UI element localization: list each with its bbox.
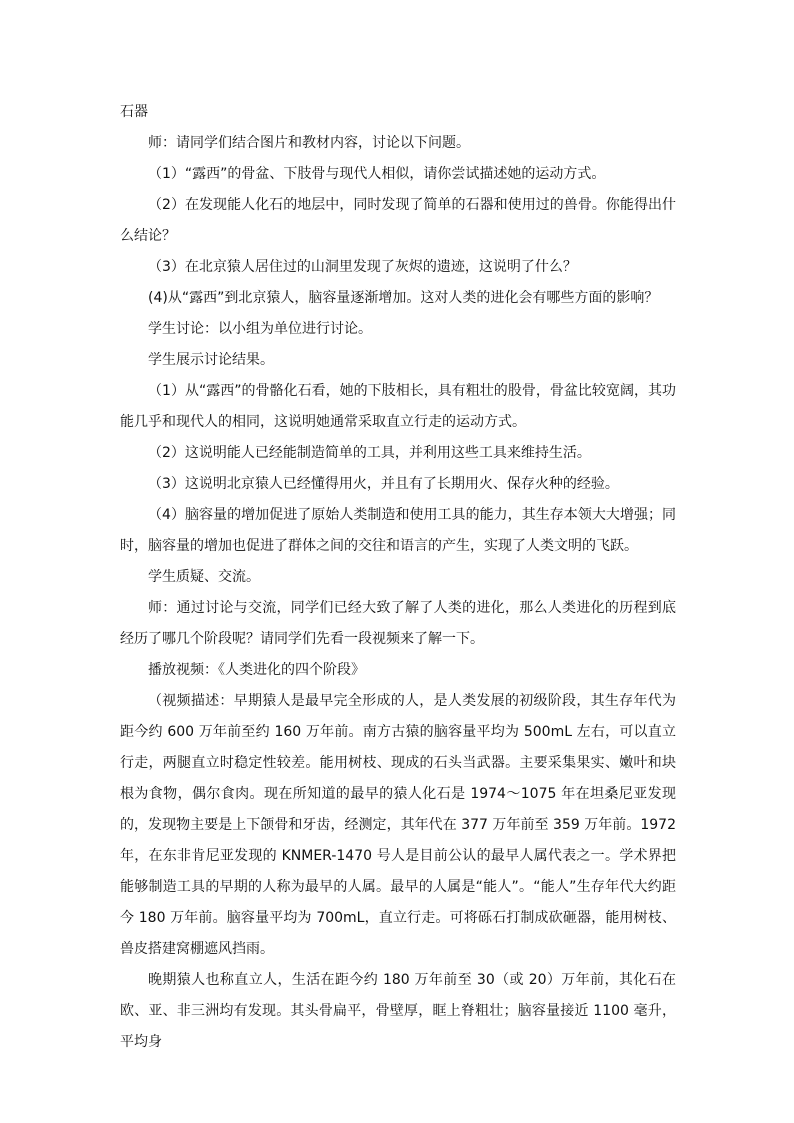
paragraph-answer-2: （2）这说明能人已经能制造简单的工具，并利用这些工具来维持生活。 [148, 445, 591, 461]
paragraph-video-description: （视频描述：早期猿人是最早完全形成的人，是人类发展的初级阶段，其生存年代为距今约 600 万年前至约 160 万年前。南方古猿的脑容量平均为 500mL 左右，可以直立行走，两腿直立时稳定性较差。能用树枝、现成的石头当武器。主要采集果实、嫩叶和块根为食物，偶尔食肉。现在所知道的最早的猿人化石是 1974～1075 年在坦桑尼亚发现的，发现物主要是上下颌骨和牙齿，经测定，其年代在 377 万年前至 359 万年前。1972 年，在东非肯尼亚发现的 KNMER-1470 号人是目前公认的最早人属代表之一。学术界把能够制造工具的早期的人称为最早的人属。最早的人属是“能人”。“能人”生存年代大约距今 180 万年前。脑容量平均为 700mL，直立行走。可将砾石打制成砍砸器，能用树枝、兽皮搭建窝棚遮风挡雨。 [120, 693, 676, 957]
paragraph-student-discussion: 学生讨论：以小组为单位进行讨论。 [148, 321, 372, 337]
paragraph-question-4: (4)从“露西”到北京猿人，脑容量逐渐增加。这对人类的进化会有哪些方面的影响？ [148, 290, 659, 306]
paragraph-answer-1: （1）从“露西”的骨骼化石看，她的下肢相长，具有粗壮的股骨，骨盆比较宽阔，其功能几乎和现代人的相同，这说明她通常采取直立行走的运动方式。 [120, 383, 676, 430]
paragraph-student-results: 学生展示讨论结果。 [148, 352, 274, 368]
paragraph-play-video: 播放视频：《人类进化的四个阶段》 [148, 662, 365, 678]
paragraph-teacher-transition: 师：通过讨论与交流，同学们已经大致了解了人类的进化，那么人类进化的历程到底经历了哪几个阶段呢？请同学们先看一段视频来了解一下。 [120, 600, 676, 647]
paragraph-continuation: 石器 [120, 104, 148, 120]
paragraph-question-1: （1）“露西”的骨盆、下肢骨与现代人相似，请你尝试描述她的运动方式。 [148, 166, 606, 182]
paragraph-answer-3: （3）这说明北京猿人已经懂得用火，并且有了长期用火、保存火种的经验。 [148, 476, 619, 492]
paragraph-teacher-prompt: 师：请同学们结合图片和教材内容，讨论以下问题。 [148, 135, 470, 151]
paragraph-answer-4: （4）脑容量的增加促进了原始人类制造和使用工具的能力，其生存本领大大增强；同时，脑容量的增加也促进了群体之间的交往和语言的产生，实现了人类文明的飞跃。 [120, 507, 676, 554]
paragraph-late-ape-man: 晚期猿人也称直立人，生活在距今约 180 万年前至 30（或 20）万年前，其化石在欧、亚、非三洲均有发现。其头骨扁平，骨壁厚，眶上脊粗壮；脑容量接近 1100 毫升，平均身 [120, 972, 676, 1050]
document-body [120, 97, 676, 1058]
paragraph-student-questions: 学生质疑、交流。 [148, 569, 260, 585]
paragraph-question-2: （2）在发现能人化石的地层中，同时发现了简单的石器和使用过的兽骨。你能得出什么结论？ [120, 197, 676, 244]
paragraph-question-3: （3）在北京猿人居住过的山洞里发现了灰烬的遗迹，这说明了什么？ [148, 259, 577, 275]
